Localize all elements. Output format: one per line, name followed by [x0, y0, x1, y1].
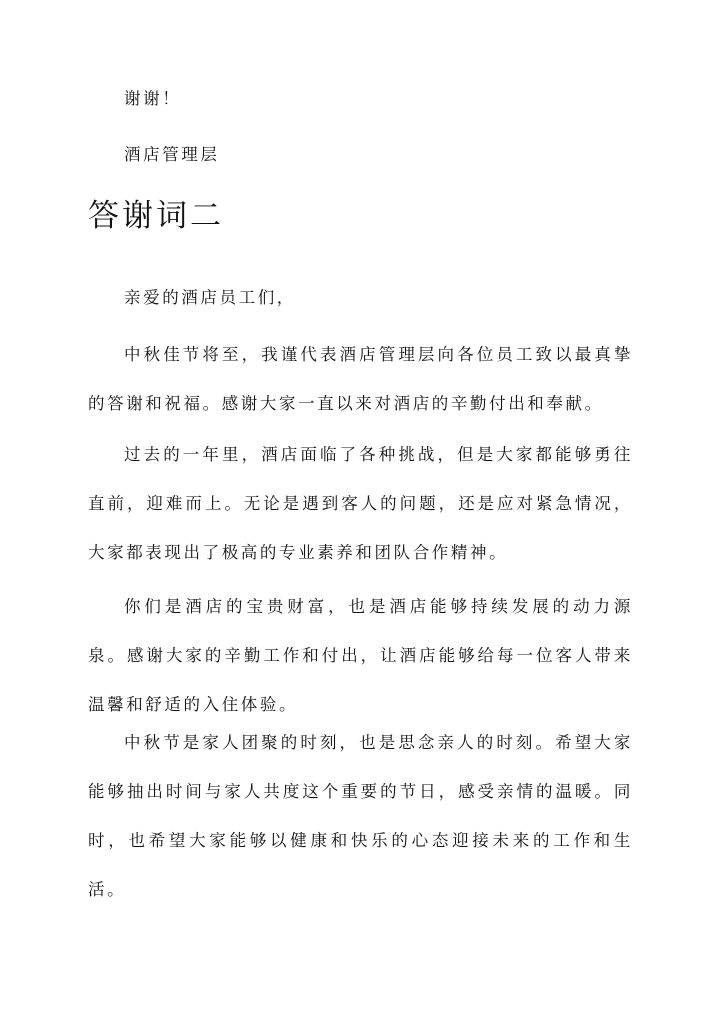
body-paragraph-4: 中秋节是家人团聚的时刻，也是思念亲人的时刻。希望大家能够抽出时间与家人共度这个重要的节日，感受亲情的温暖。同时，也希望大家能够以健康和快乐的心态迎接未来的工作和生活。: [88, 733, 633, 899]
section-heading: 答谢词二: [88, 198, 224, 234]
body-paragraph-3: 你们是酒店的宝贵财富，也是酒店能够持续发展的动力源泉。感谢大家的辛勤工作和付出，让酒店能够给每一位客人带来温馨和舒适的入住体验。: [88, 597, 633, 714]
greeting: 亲爱的酒店员工们，: [124, 288, 296, 307]
closing-thanks: 谢谢！: [124, 89, 182, 108]
body-paragraph-1: 中秋佳节将至，我谨代表酒店管理层向各位员工致以最真挚的答谢和祝福。感谢大家一直以来对酒店的辛勤付出和奉献。: [88, 345, 633, 413]
closing-signature: 酒店管理层: [124, 145, 220, 164]
body-paragraph-2: 过去的一年里，酒店面临了各种挑战，但是大家都能够勇往直前，迎难而上。无论是遇到客人的问题，还是应对紧急情况，大家都表现出了极高的专业素养和团队合作精神。: [88, 445, 633, 562]
